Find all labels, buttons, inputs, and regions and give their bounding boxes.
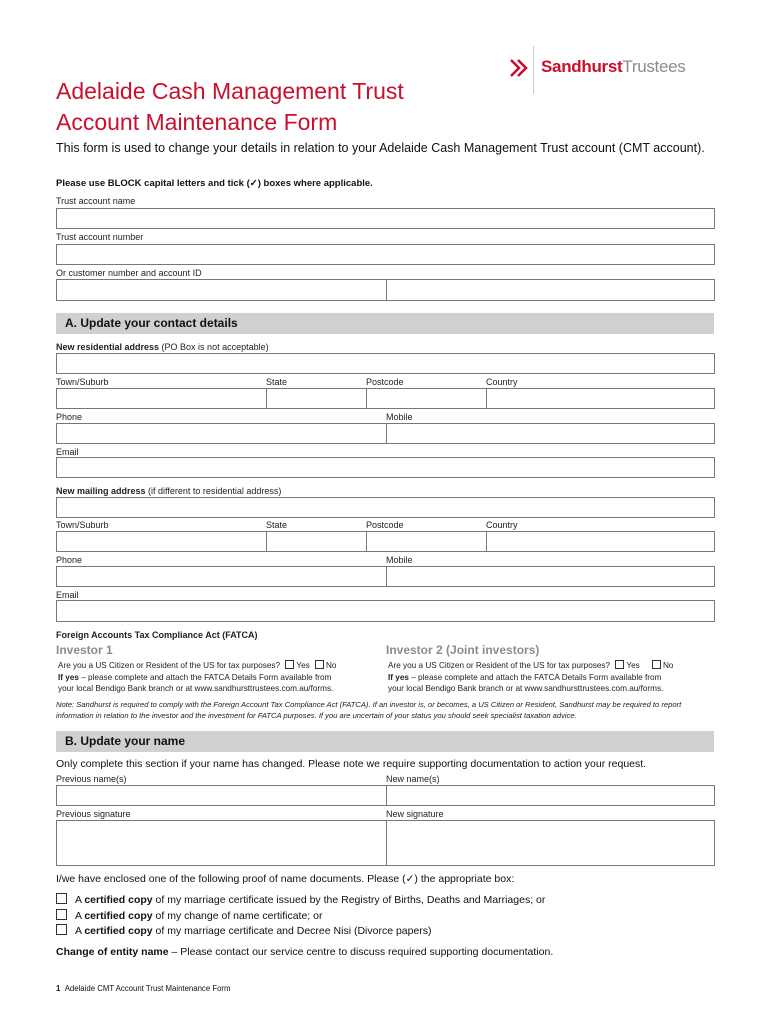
res-town-label: Town/Suburb [56,377,109,387]
proof-option-3-post: of my marriage certificate and Decree Nisi (Divorce papers) [152,925,432,937]
proof-option-1-bold: certified copy [84,894,153,906]
customer-number-field[interactable] [56,279,715,301]
proof-option-1-post: of my marriage certificate issued by the Registry of Births, Deaths and Marriages; or [152,894,546,906]
investor-2-ifyes-text: – please complete and attach the FATCA Details Form available from [408,672,662,682]
proof-option-2-checkbox[interactable] [56,909,67,920]
proof-option-1-checkbox[interactable] [56,893,67,904]
mailing-address-field[interactable] [56,497,715,518]
section-a-header: A. Update your contact details [56,313,714,334]
mail-state-field[interactable] [266,532,267,551]
change-of-entity-bold: Change of entity name [56,946,169,958]
res-email-field[interactable] [56,457,715,478]
res-phone-field[interactable] [56,423,715,444]
investor-2-fatca [388,660,718,695]
section-b-intro: Only complete this section if your name has changed. Please note we require supporting documentation to action your request. [56,758,647,770]
sandhurst-logo-icon [509,57,531,79]
res-email-label: Email [56,447,79,457]
residential-address-note: (PO Box is not acceptable) [159,342,269,352]
proof-intro: I/we have enclosed one of the following proof of name documents. Please (✓) the appropriate box: [56,873,515,885]
res-mobile-field[interactable] [386,424,387,443]
res-town-field[interactable] [56,388,715,409]
investor-1-title: Investor 1 [56,643,113,657]
proof-option-2 [56,909,545,925]
new-signature-field[interactable] [386,821,387,865]
logo-divider [533,46,534,94]
trust-account-name-field[interactable] [56,208,715,229]
mail-postcode-field[interactable] [366,532,367,551]
proof-option-1 [56,893,545,909]
title-line-2: Account Maintenance Form [56,109,338,135]
section-b-header: B. Update your name [56,731,714,752]
mailing-address-label [56,486,281,496]
mail-country-label: Country [486,520,518,530]
investor-2-ifyes-text-2: your local Bendigo Bank branch or at www.sandhursttrustees.com.au/forms. [388,684,664,693]
investor-1-ifyes-text-2: your local Bendigo Bank branch or at www.sandhursttrustees.com.au/forms. [58,684,334,693]
investor-1-no-checkbox[interactable] [315,660,324,669]
res-mobile-label: Mobile [386,412,413,422]
change-of-entity-text [56,946,553,958]
mail-town-label: Town/Suburb [56,520,109,530]
mail-mobile-field[interactable] [386,567,387,586]
investor-2-title: Investor 2 (Joint investors) [386,643,540,657]
mail-postcode-label: Postcode [366,520,404,530]
investor-2-ifyes: If yes [388,672,409,682]
mail-phone-label: Phone [56,555,83,565]
page-number: 1 [56,984,61,993]
change-of-entity-rest: – Please contact our service centre to discuss required supporting documentation. [168,946,554,958]
res-postcode-field[interactable] [366,389,367,408]
proof-option-2-bold: certified copy [84,909,153,922]
trust-account-number-field[interactable] [56,244,715,265]
mail-state-label: State [266,520,288,530]
res-country-label: Country [486,377,518,387]
residential-address-label [56,342,269,352]
investor-2-yes-label: Yes [626,661,640,670]
proof-option-1-pre: A [75,894,85,906]
trust-account-number-label: Trust account number [56,232,144,242]
brand-logo [541,56,685,78]
title-line-1: Adelaide Cash Management Trust [56,78,404,104]
previous-names-field[interactable] [56,785,715,806]
new-names-label: New name(s) [386,774,440,784]
page-title [56,76,404,138]
page-footer [56,984,231,993]
investor-1-question: Are you a US Citizen or Resident of the US for tax purposes? [58,661,281,670]
mailing-address-label-bold: New mailing address [56,486,146,496]
logo-text-light: Trustees [622,57,686,76]
instruction-text: Please use BLOCK capital letters and tick (✓) boxes where applicable. [56,178,373,189]
investor-2-yes-checkbox[interactable] [615,660,624,669]
proof-option-3 [56,924,545,940]
residential-address-label-bold: New residential address [56,342,160,352]
mail-email-label: Email [56,590,79,600]
res-state-field[interactable] [266,389,267,408]
previous-signature-field[interactable] [56,820,715,866]
investor-1-fatca [58,660,378,695]
mail-mobile-label: Mobile [386,555,413,565]
trust-account-name-label: Trust account name [56,196,136,206]
previous-signature-label: Previous signature [56,809,131,819]
mail-country-field[interactable] [486,532,487,551]
footer-text: Adelaide CMT Account Trust Maintenance Form [64,984,231,993]
investor-2-no-checkbox[interactable] [652,660,661,669]
mail-phone-field[interactable] [56,566,715,587]
investor-2-no-label: No [663,661,674,670]
res-phone-label: Phone [56,412,83,422]
account-id-field[interactable] [386,280,387,300]
proof-option-3-pre: A [75,925,85,937]
investor-2-question: Are you a US Citizen or Resident of the US for tax purposes? [388,661,611,670]
new-signature-label: New signature [386,809,444,819]
proof-option-3-bold: certified copy [84,925,153,937]
res-postcode-label: Postcode [366,377,404,387]
proof-option-2-pre: A [75,909,85,922]
investor-1-ifyes-text: – please complete and attach the FATCA Details Form available from [78,672,332,682]
residential-address-field[interactable] [56,353,715,374]
mailing-address-note: (if different to residential address) [145,486,282,496]
investor-1-yes-checkbox[interactable] [285,660,294,669]
proof-options-list [56,893,545,940]
investor-1-no-label: No [326,661,337,670]
proof-option-2-post: of my change of name certificate; or [152,909,323,922]
proof-option-3-checkbox[interactable] [56,924,67,935]
fatca-heading: Foreign Accounts Tax Compliance Act (FATCA) [56,630,258,640]
investor-1-yes-label: Yes [296,661,310,670]
res-state-label: State [266,377,288,387]
previous-names-label: Previous name(s) [56,774,127,784]
mail-email-field[interactable] [56,600,715,622]
new-names-field[interactable] [386,786,387,805]
fatca-note: Note: Sandhurst is required to comply with the Foreign Account Tax Compliance Act (FATCA). If an investor is, or becomes, a US Citizen or Resident, Sandhurst may be required to report information in relation to the investor and the investment for FATCA purposes. If you are uncertain of your status you should seek specialist taxation advice. [56,700,682,720]
customer-number-label: Or customer number and account ID [56,268,202,278]
mail-town-field[interactable] [56,531,715,552]
investor-1-ifyes: If yes [58,672,79,682]
logo-text-bold: Sandhurst [541,57,623,76]
res-country-field[interactable] [486,389,487,408]
intro-text: This form is used to change your details in relation to your Adelaide Cash Management Trust account (CMT account). [56,141,705,155]
